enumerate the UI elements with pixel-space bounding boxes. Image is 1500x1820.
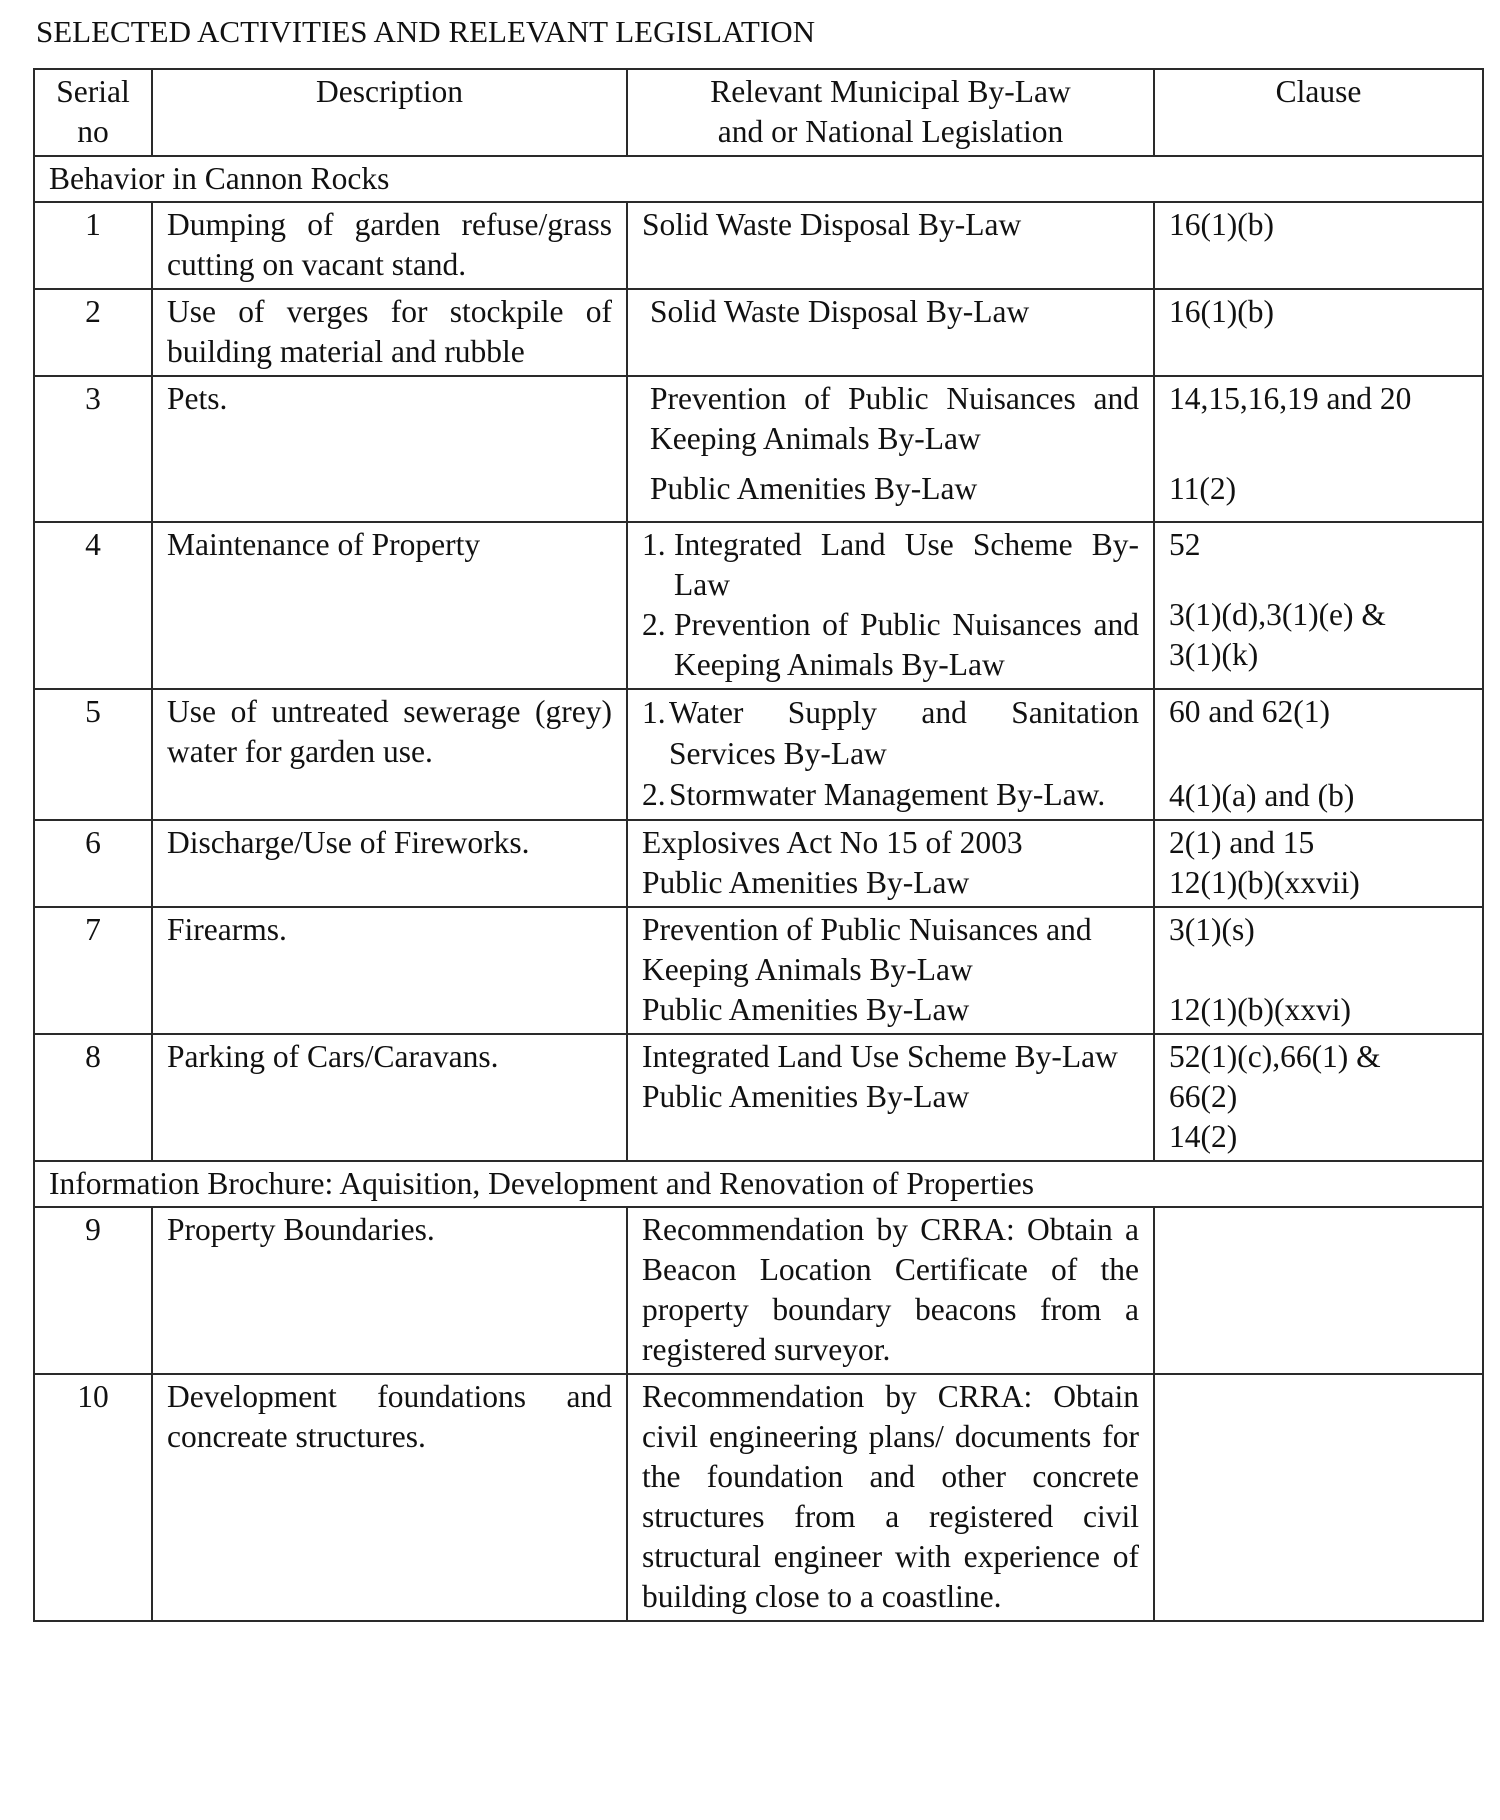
clause-cell bbox=[1154, 907, 1483, 1034]
clause-cell bbox=[1154, 820, 1483, 907]
table-row bbox=[34, 522, 1483, 689]
clause-entry: 4(1)(a) and (b) bbox=[1169, 778, 1355, 813]
law-cell bbox=[627, 522, 1154, 689]
serial-cell: 5 bbox=[34, 689, 152, 820]
clause-entry: 12(1)(b)(xxvii) bbox=[1169, 865, 1360, 900]
description-cell: Dumping of garden refuse/grass cutting on vacant stand. bbox=[152, 202, 627, 289]
list-number: 1. bbox=[642, 695, 666, 730]
serial-cell: 3 bbox=[34, 376, 152, 522]
law-entry: Stormwater Management By-Law. bbox=[669, 777, 1106, 812]
clause-cell: 16(1)(b) bbox=[1154, 202, 1483, 289]
description-cell: Development foundations and concreate structures. bbox=[152, 1374, 627, 1621]
law-entry: Public Amenities By-Law bbox=[650, 471, 978, 506]
law-cell bbox=[627, 689, 1154, 820]
clause-entry: 3(1)(k) bbox=[1169, 637, 1259, 672]
section-heading: Behavior in Cannon Rocks bbox=[34, 156, 1483, 202]
clause-cell bbox=[1154, 1034, 1483, 1161]
table-row bbox=[34, 1374, 1483, 1621]
description-cell: Pets. bbox=[152, 376, 627, 522]
list-number: 1. bbox=[642, 527, 666, 562]
description-cell: Firearms. bbox=[152, 907, 627, 1034]
law-list-item bbox=[642, 605, 1139, 685]
law-cell bbox=[627, 1034, 1154, 1161]
serial-cell: 4 bbox=[34, 522, 152, 689]
clause-cell: 16(1)(b) bbox=[1154, 289, 1483, 376]
section-row bbox=[34, 1161, 1483, 1207]
clause-cell bbox=[1154, 1374, 1483, 1621]
clause-entry: 14,15,16,19 and 20 bbox=[1169, 381, 1412, 416]
list-number: 2. bbox=[642, 777, 666, 812]
section-heading: Information Brochure: Aquisition, Development and Renovation of Properties bbox=[34, 1161, 1483, 1207]
list-number: 2. bbox=[642, 607, 666, 642]
header-description: Description bbox=[152, 69, 627, 156]
clause-cell bbox=[1154, 522, 1483, 689]
table-header-row bbox=[34, 69, 1483, 156]
law-cell: Recommendation by CRRA: Obtain civil engineering plans/ documents for the foundation and other concrete structures from a registered civil structural engineer with experience of building close to a coastline. bbox=[627, 1374, 1154, 1621]
law-entry: Integrated Land Use Scheme By-Law bbox=[642, 1039, 1118, 1074]
section-row bbox=[34, 156, 1483, 202]
clause-entry: 52(1)(c),66(1) & bbox=[1169, 1039, 1381, 1074]
law-cell: Solid Waste Disposal By-Law bbox=[627, 289, 1154, 376]
law-entry: Prevention of Public Nuisances and Keeping Animals By-Law bbox=[650, 381, 1139, 456]
header-clause: Clause bbox=[1154, 69, 1483, 156]
serial-cell: 6 bbox=[34, 820, 152, 907]
clause-entry: 66(2) bbox=[1169, 1079, 1238, 1114]
law-entry: Prevention of Public Nuisances and Keeping Animals By-Law bbox=[674, 607, 1139, 682]
law-list-item bbox=[642, 774, 1139, 815]
description-cell: Property Boundaries. bbox=[152, 1207, 627, 1374]
law-list-item bbox=[642, 525, 1139, 605]
table-row bbox=[34, 820, 1483, 907]
law-cell bbox=[627, 820, 1154, 907]
law-entry: Explosives Act No 15 of 2003 bbox=[642, 825, 1023, 860]
clause-entry: 12(1)(b)(xxvi) bbox=[1169, 992, 1351, 1027]
description-cell: Discharge/Use of Fireworks. bbox=[152, 820, 627, 907]
law-cell: Recommendation by CRRA: Obtain a Beacon Location Certificate of the property boundary beacons from a registered surveyor. bbox=[627, 1207, 1154, 1374]
header-serial-line2: no bbox=[77, 114, 109, 149]
description-cell: Parking of Cars/Caravans. bbox=[152, 1034, 627, 1161]
header-law bbox=[627, 69, 1154, 156]
law-list-item bbox=[642, 692, 1139, 774]
clause-entry: 52 bbox=[1169, 527, 1201, 562]
header-law-line1: Relevant Municipal By-Law bbox=[710, 74, 1071, 109]
serial-cell: 2 bbox=[34, 289, 152, 376]
table-row bbox=[34, 202, 1483, 289]
table-row bbox=[34, 376, 1483, 522]
clause-entry: 11(2) bbox=[1169, 471, 1237, 506]
law-cell: Solid Waste Disposal By-Law bbox=[627, 202, 1154, 289]
table-row bbox=[34, 289, 1483, 376]
law-entry: Public Amenities By-Law bbox=[642, 992, 970, 1027]
serial-cell: 9 bbox=[34, 1207, 152, 1374]
law-entry: Public Amenities By-Law bbox=[642, 1079, 970, 1114]
serial-cell: 1 bbox=[34, 202, 152, 289]
header-serial-line1: Serial bbox=[56, 74, 130, 109]
law-entry: Integrated Land Use Scheme By-Law bbox=[674, 527, 1139, 602]
clause-entry: 2(1) and 15 bbox=[1169, 825, 1315, 860]
clause-entry: 3(1)(s) bbox=[1169, 912, 1255, 947]
header-law-line2: and or National Legislation bbox=[717, 114, 1064, 149]
clause-cell bbox=[1154, 1207, 1483, 1374]
law-cell bbox=[627, 376, 1154, 522]
legislation-table bbox=[33, 68, 1484, 1622]
description-cell: Use of untreated sewerage (grey) water for garden use. bbox=[152, 689, 627, 820]
law-entry: Prevention of Public Nuisances and Keeping Animals By-Law bbox=[642, 912, 1092, 987]
header-serial bbox=[34, 69, 152, 156]
document-title: SELECTED ACTIVITIES AND RELEVANT LEGISLATION bbox=[36, 14, 815, 49]
table-row bbox=[34, 689, 1483, 820]
law-entry: Water Supply and Sanitation Services By-Law bbox=[669, 695, 1139, 771]
clause-entry: 60 and 62(1) bbox=[1169, 694, 1330, 729]
table-row bbox=[34, 907, 1483, 1034]
table-row bbox=[34, 1034, 1483, 1161]
law-cell bbox=[627, 907, 1154, 1034]
description-cell: Maintenance of Property bbox=[152, 522, 627, 689]
clause-entry: 3(1)(d),3(1)(e) & bbox=[1169, 597, 1386, 632]
law-entry: Public Amenities By-Law bbox=[642, 865, 970, 900]
serial-cell: 10 bbox=[34, 1374, 152, 1621]
serial-cell: 8 bbox=[34, 1034, 152, 1161]
serial-cell: 7 bbox=[34, 907, 152, 1034]
clause-cell bbox=[1154, 689, 1483, 820]
clause-entry: 14(2) bbox=[1169, 1119, 1238, 1154]
table-row bbox=[34, 1207, 1483, 1374]
clause-cell bbox=[1154, 376, 1483, 522]
description-cell: Use of verges for stockpile of building material and rubble bbox=[152, 289, 627, 376]
